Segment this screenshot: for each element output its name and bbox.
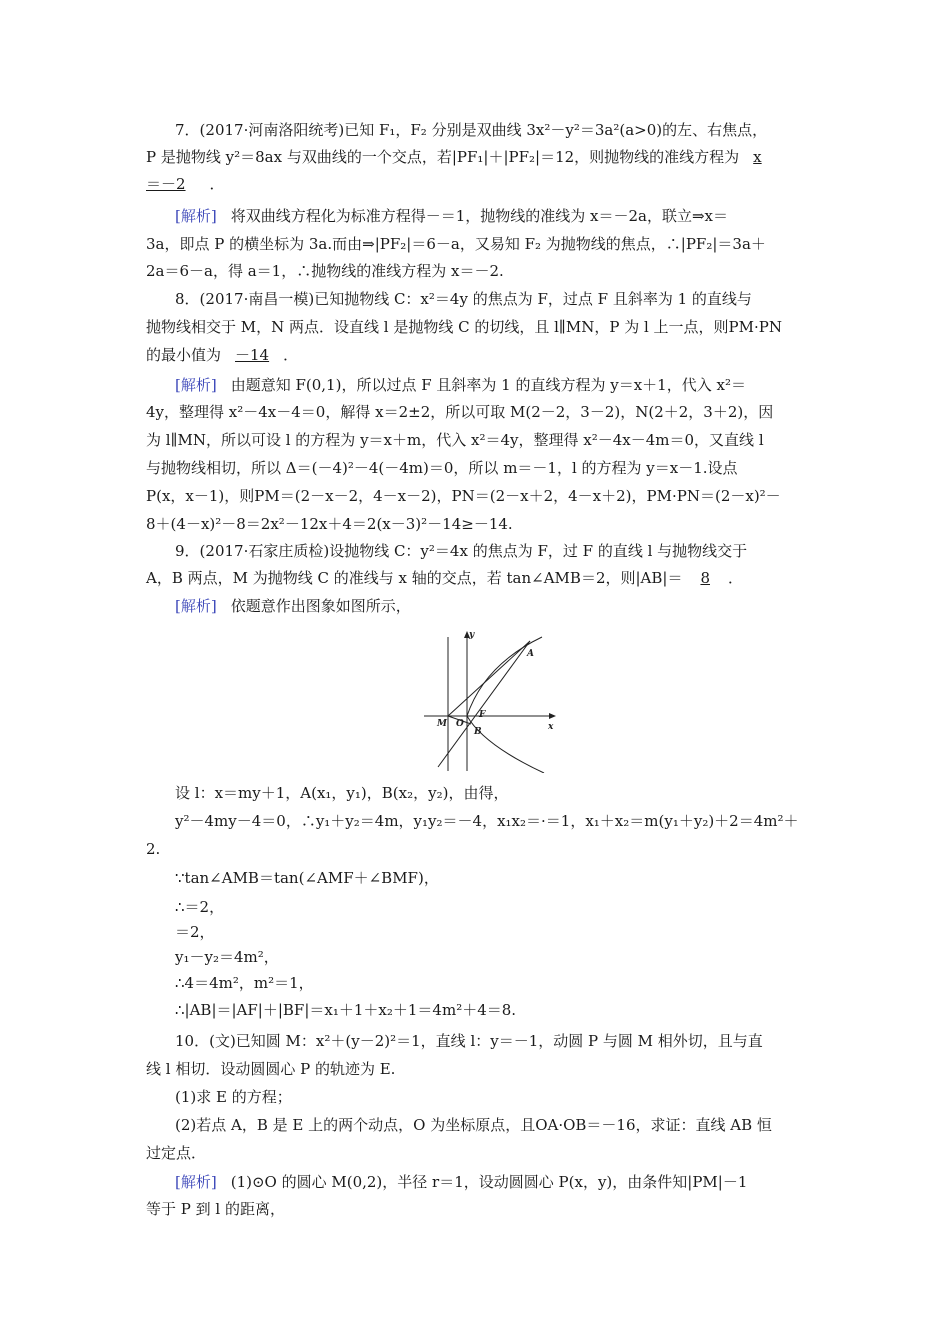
- label-y: y: [469, 630, 475, 640]
- q10-solution-line-2: 等于 P 到 l 的距离，: [146, 1200, 285, 1218]
- label-a: A: [527, 649, 534, 659]
- q8-solution-line-4: 与抛物线相切，所以 Δ＝(－4)²－4(－4m)＝0，所以 m＝－1，l 的方程为 y＝x－1.设点: [146, 459, 738, 477]
- q8-solution-line-5: P(x，x－1)，则PM＝(2－x－2，4－x－2)，PN＝(2－x＋2，4－x＋2)，PM·PN＝(2－x)²－: [146, 487, 781, 505]
- q9-solution-line-5: ∵tan∠AMB＝tan(∠AMF＋∠BMF)，: [175, 869, 439, 887]
- q10-solution-line-1: [解析] (1)⊙O 的圆心 M(0,2)，半径 r＝1，设动圆圆心 P(x，y)，由条件知|PM|－1: [175, 1173, 748, 1191]
- q10-part-1: (1)求 E 的方程；: [175, 1088, 292, 1106]
- q9-solution-line-6: ∴＝2，: [175, 898, 225, 916]
- parabola-graph: [424, 625, 560, 773]
- q7-line-1: 7．(2017·河南洛阳统考)已知 F₁，F₂ 分别是双曲线 3x²－y²＝3a²(a>0)的左、右焦点，: [175, 121, 768, 139]
- q9-solution-line-1: [解析] 依题意作出图象如图所示，: [175, 597, 411, 615]
- q7-line-3: ＝－2 ．: [146, 175, 225, 193]
- q9-answer: 8: [700, 569, 710, 587]
- line-l: [438, 641, 530, 767]
- q7-answer-part2: ＝－2: [146, 175, 186, 193]
- q9-solution-line-2: 设 l：x＝my＋1，A(x₁，y₁)，B(x₂，y₂)，由得，: [175, 784, 509, 802]
- analysis-tag: [解析]: [175, 207, 217, 225]
- q9-solution-line-7: ＝2，: [175, 923, 215, 941]
- q8-answer: －14: [235, 346, 270, 364]
- q7-solution-line-1: [解析] 将双曲线方程化为标准方程得－＝1，抛物线的准线为 x＝－2a，联立⇒x＝: [175, 207, 729, 225]
- q9-solution-line-9: ∴4＝4m²，m²＝1，: [175, 974, 314, 992]
- q9-line-1: 9．(2017·石家庄质检)设抛物线 C：y²＝4x 的焦点为 F，过 F 的直线 l 与抛物线交于: [175, 542, 748, 560]
- q9-solution-line-3: y²－4my－4＝0，∴y₁＋y₂＝4m，y₁y₂＝－4，x₁x₂＝·＝1，x₁＋x₂＝m(y₁＋y₂)＋2＝4m²＋: [175, 812, 799, 830]
- q9-line-2: A，B 两点，M 为抛物线 C 的准线与 x 轴的交点，若 tan∠AMB＝2，则|AB|＝ 8 ．: [146, 569, 744, 587]
- q10-line-1: 10．(文)已知圆 M：x²＋(y－2)²＝1，直线 l：y＝－1，动圆 P 与圆 M 相外切，且与直: [175, 1032, 763, 1050]
- q8-line-1: 8．(2017·南昌一模)已知抛物线 C：x²＝4y 的焦点为 F，过点 F 且斜率为 1 的直线与: [175, 290, 752, 308]
- x-axis-arrow-icon: [549, 713, 556, 719]
- q10-line-2: 线 l 相切．设动圆圆心 P 的轨迹为 E.: [146, 1060, 396, 1078]
- q8-solution-line-2: 4y，整理得 x²－4x－4＝0，解得 x＝2±2，所以可取 M(2－2，3－2)，N(2＋2，3＋2)，因: [146, 403, 774, 421]
- q8-line-2: 抛物线相交于 M，N 两点．设直线 l 是抛物线 C 的切线，且 l∥MN，P 为 l 上一点，则PM·PN: [146, 318, 782, 336]
- label-f: F: [479, 710, 486, 720]
- q7-solution-line-3: 2a＝6－a，得 a＝1，∴抛物线的准线方程为 x＝－2.: [146, 262, 504, 280]
- q10-part-2-line-1: (2)若点 A，B 是 E 上的两个动点，O 为坐标原点，且OA·OB＝－16，求证：直线 AB 恒: [175, 1116, 772, 1134]
- q7-line-2: P 是抛物线 y²＝8ax 与双曲线的一个交点，若|PF₁|＋|PF₂|＝12，则抛物线的准线方程为 x: [146, 148, 762, 166]
- q7-solution-line-2: 3a，即点 P 的横坐标为 3a.而由⇒|PF₂|＝6－a，又易知 F₂ 为抛物线的焦点，∴|PF₂|＝3a＋: [146, 235, 766, 253]
- q8-solution-line-3: 为 l∥MN，所以可设 l 的方程为 y＝x＋m，代入 x²＝4y，整理得 x²－4x－4m＝0，又直线 l: [146, 431, 764, 449]
- q8-line-3: 的最小值为 －14 ．: [146, 346, 299, 364]
- label-b: B: [474, 727, 482, 737]
- q9-solution-line-8: y₁－y₂＝4m²，: [175, 948, 279, 966]
- q9-solution-line-4: 2.: [146, 840, 161, 858]
- label-m: M: [437, 719, 447, 729]
- parabola-figure: [424, 625, 560, 773]
- line-ma: [448, 641, 530, 716]
- q10-part-2-line-2: 过定点．: [146, 1144, 207, 1162]
- q8-solution-line-1: [解析] 由题意知 F(0,1)，所以过点 F 且斜率为 1 的直线方程为 y＝x＋1，代入 x²＝: [175, 376, 746, 394]
- label-x: x: [548, 722, 554, 732]
- q7-answer-part1: x: [753, 148, 762, 166]
- q8-solution-line-6: 8＋(4－x)²－8＝2x²－12x＋4＝2(x－3)²－14≥－14.: [146, 515, 513, 533]
- label-o: O: [456, 719, 464, 729]
- q9-solution-line-10: ∴|AB|＝|AF|＋|BF|＝x₁＋1＋x₂＋1＝4m²＋4＝8.: [175, 1001, 517, 1019]
